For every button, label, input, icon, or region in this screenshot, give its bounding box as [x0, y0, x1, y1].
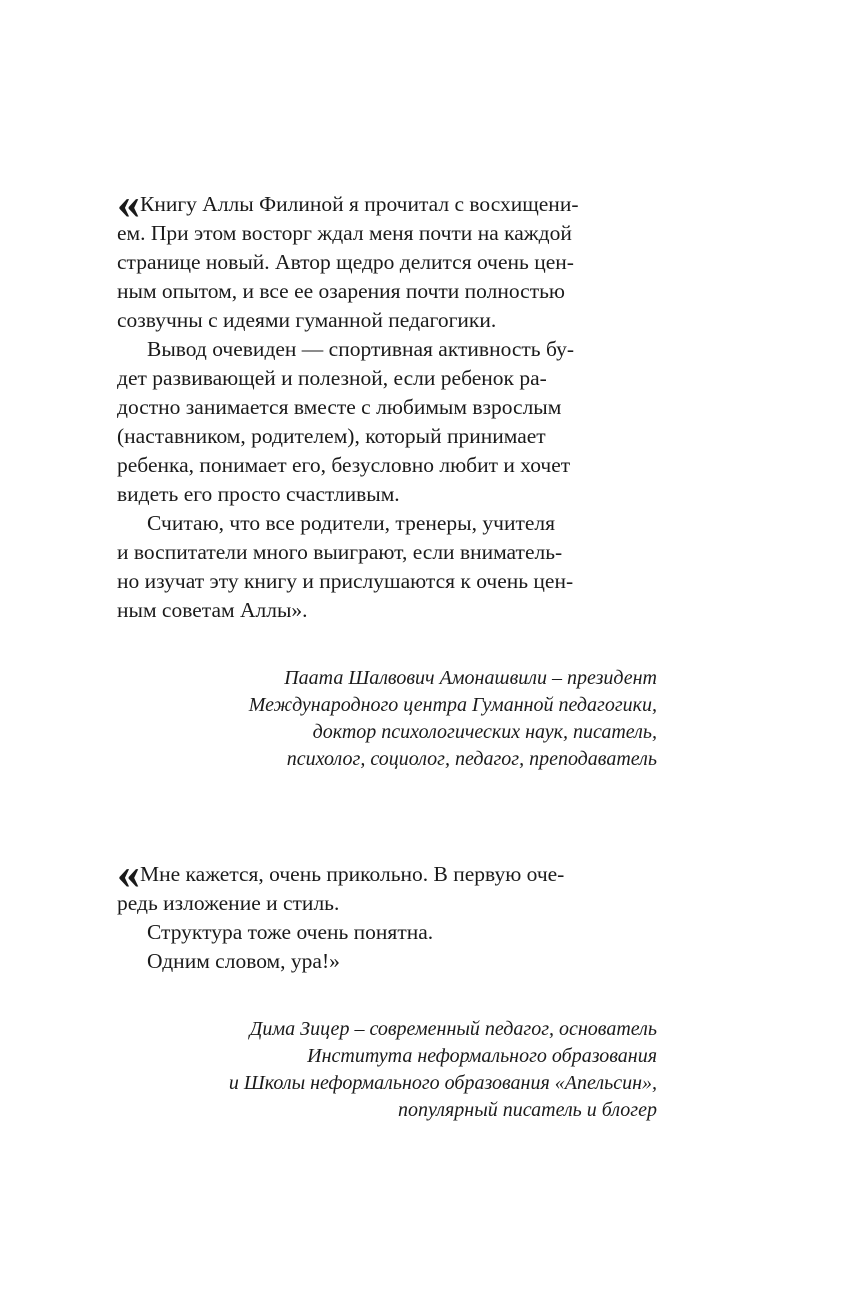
- quote-paragraph: [117, 847, 677, 918]
- quote-block-zitser: [117, 847, 677, 976]
- quote-line: созвучны с идеями гуманной педагогики.: [117, 308, 497, 332]
- attribution-line: Института неформального образования: [307, 1045, 657, 1067]
- quote-block-amonashvili: [117, 177, 677, 625]
- attribution-line: Дима Зицер – современный педагог, основатель: [249, 1018, 657, 1040]
- quote-paragraph: [117, 335, 677, 509]
- quote-line: ным советам Аллы».: [117, 598, 308, 622]
- quote-line: Вывод очевиден — спортивная активность бу-: [147, 337, 575, 361]
- quote-paragraph: [117, 947, 677, 976]
- quote-line: странице новый. Автор щедро делится очень цен-: [117, 250, 574, 274]
- quote-line: ным опытом, и все ее озарения почти полностью: [117, 279, 565, 303]
- quote-line: [117, 847, 677, 898]
- attribution-line: Международного центра Гуманной педагогики,: [248, 694, 657, 716]
- attribution-zitser: [229, 1016, 657, 1124]
- quote-line: дет развивающей и полезной, если ребенок ра-: [117, 366, 547, 390]
- quote-line: ребенка, понимает его, безусловно любит и хочет: [117, 453, 571, 477]
- attribution-line: и Школы неформального образования «Апельсин»,: [228, 1072, 657, 1094]
- quote-line: Одним словом, ура!»: [147, 949, 340, 973]
- quote-line: редь изложение и стиль.: [117, 891, 340, 915]
- quote-line: достно занимается вместе с любимым взрослым: [117, 395, 562, 419]
- quote-line: видеть его просто счастливым.: [117, 482, 400, 506]
- attribution-line: психолог, социолог, педагог, преподаватель: [286, 748, 657, 770]
- quote-line: но изучат эту книгу и прислушаются к очень цен-: [117, 569, 574, 593]
- quote-line: (наставником, родителем), который принимает: [117, 424, 546, 448]
- quote-line: [117, 177, 677, 228]
- quote-text: Книгу Аллы Филиной я прочитал с восхищени-: [140, 192, 579, 216]
- quote-paragraph: [117, 177, 677, 335]
- attribution-line: популярный писатель и блогер: [397, 1099, 657, 1121]
- quote-paragraph: [117, 918, 677, 947]
- attribution-line: доктор психологических наук, писатель,: [312, 721, 657, 743]
- open-quote-mark: «: [117, 847, 136, 898]
- quote-text: Мне кажется, очень прикольно. В первую оче-: [140, 862, 565, 886]
- quote-line: Считаю, что все родители, тренеры, учителя: [147, 511, 556, 535]
- quote-paragraph: [117, 509, 677, 625]
- quote-line: Структура тоже очень понятна.: [147, 920, 434, 944]
- attribution-amonashvili: [249, 665, 657, 773]
- quote-line: ем. При этом восторг ждал меня почти на каждой: [117, 221, 572, 245]
- quote-line: и воспитатели много выиграют, если вниматель-: [117, 540, 563, 564]
- attribution-line: Паата Шалвович Амонашвили – президент: [284, 667, 657, 689]
- open-quote-mark: «: [117, 177, 136, 228]
